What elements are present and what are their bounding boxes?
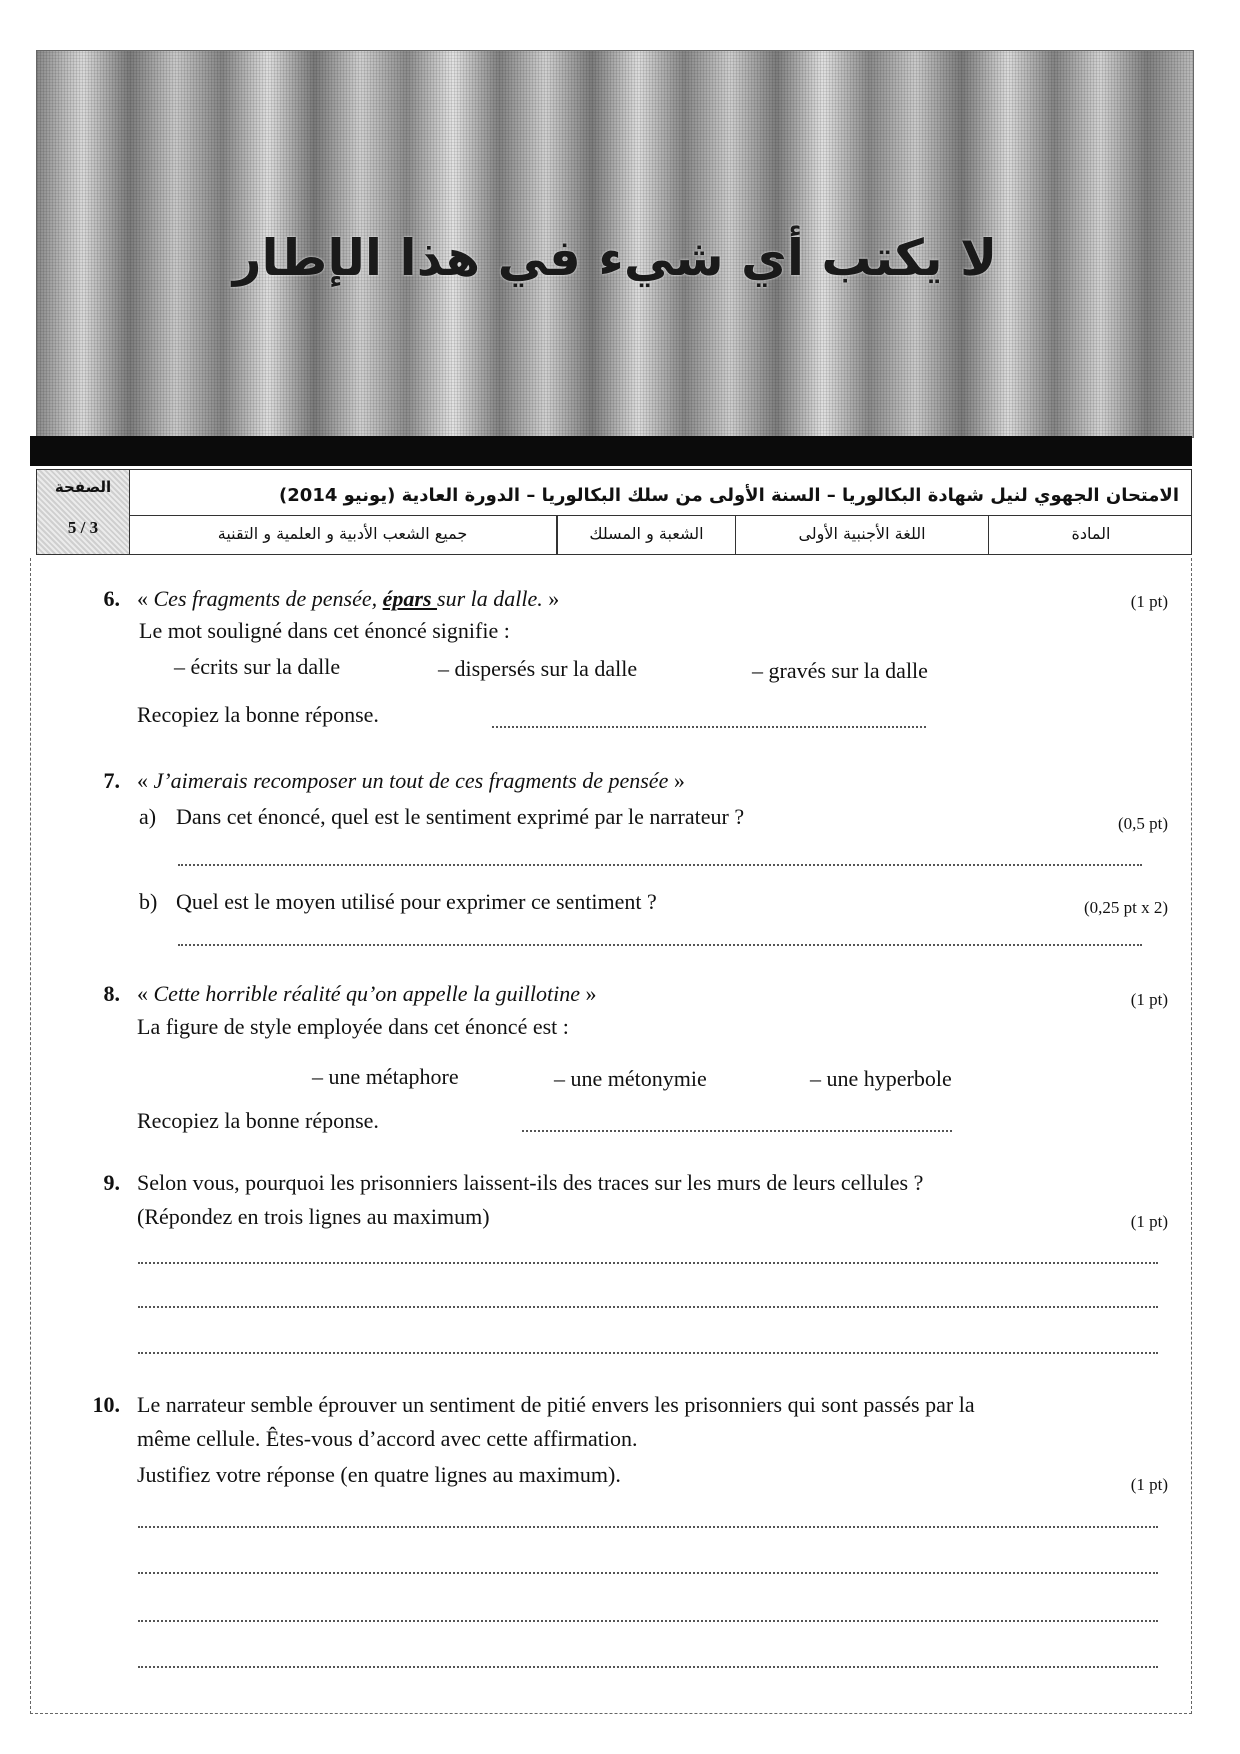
q6-option-1: – écrits sur la dalle xyxy=(174,654,341,679)
q6-underlined-word: épars xyxy=(382,586,438,611)
q8-answer-line[interactable] xyxy=(522,1130,952,1132)
page-number: 5 / 3 xyxy=(67,518,99,537)
q9-answer-line-1[interactable] xyxy=(138,1262,1158,1264)
q9-points: (1 pt) xyxy=(1130,1212,1168,1231)
q7-quote: « J’aimerais recomposer un tout de ces fragments de pensée » xyxy=(137,768,685,793)
q10-number: 10. xyxy=(92,1392,120,1417)
q10-answer-line-2[interactable] xyxy=(138,1572,1158,1574)
header-info-row xyxy=(129,515,1191,555)
q8-prompt: La figure de style employée dans cet énoncé est : xyxy=(137,1014,569,1039)
q8-option-2: – une métonymie xyxy=(554,1066,707,1091)
q9-note: (Répondez en trois lignes au maximum) xyxy=(137,1204,490,1229)
q9-number: 9. xyxy=(103,1170,120,1195)
page-label: الصفحة xyxy=(54,478,112,496)
q6-quote: « Ces fragments de pensée, épars sur la dalle. » xyxy=(137,586,560,611)
banner-text: لا يكتب أي شيء في هذا الإطار xyxy=(232,229,998,287)
q10-answer-line-1[interactable] xyxy=(138,1526,1158,1528)
answer-frame xyxy=(30,558,1192,1714)
q10-line-2: même cellule. Êtes-vous d’accord avec cette affirmation. xyxy=(137,1426,638,1451)
exam-title: الامتحان الجهوي لنيل شهادة البكالوريا – السنة الأولى من سلك البكالوريا – الدورة العادية (يونيو 2014) xyxy=(279,485,1179,506)
q7-number: 7. xyxy=(103,768,120,793)
exam-header xyxy=(36,469,1192,555)
q6-option-3: – gravés sur la dalle xyxy=(752,658,928,683)
q6-instruction: Recopiez la bonne réponse. xyxy=(137,702,379,727)
q8-points: (1 pt) xyxy=(1130,990,1168,1009)
q9-answer-line-2[interactable] xyxy=(138,1306,1158,1308)
stream-label: الشعبة و المسلك xyxy=(557,516,735,555)
q7b-points: (0,25 pt x 2) xyxy=(1083,898,1168,917)
q8-number: 8. xyxy=(103,981,120,1006)
q6-answer-line[interactable] xyxy=(492,726,926,728)
q10-line-1: Le narrateur semble éprouver un sentiment de pitié envers les prisonniers qui sont passés par la xyxy=(137,1392,975,1417)
page-box xyxy=(37,470,130,554)
q7a-label: a) xyxy=(139,804,157,829)
q7b-text: Quel est le moyen utilisé pour exprimer ce sentiment ? xyxy=(176,889,657,914)
no-write-banner xyxy=(36,50,1194,438)
q7b-answer-line[interactable] xyxy=(178,944,1142,946)
subject-label: المادة xyxy=(988,516,1193,555)
q10-answer-line-3[interactable] xyxy=(138,1620,1158,1622)
q10-line-3: Justifiez votre réponse (en quatre lignes au maximum). xyxy=(137,1462,621,1487)
q7a-text: Dans cet énoncé, quel est le sentiment exprimé par le narrateur ? xyxy=(176,804,745,829)
q6-prompt: Le mot souligné dans cet énoncé signifie : xyxy=(139,618,510,643)
subject-value: اللغة الأجنبية الأولى xyxy=(735,516,988,555)
q6-option-2: – dispersés sur la dalle xyxy=(438,656,638,681)
q7a-points: (0,5 pt) xyxy=(1117,814,1168,833)
q8-instruction: Recopiez la bonne réponse. xyxy=(137,1108,379,1133)
q8-quote: « Cette horrible réalité qu’on appelle la guillotine » xyxy=(137,981,597,1006)
q7b-label: b) xyxy=(139,889,158,914)
q8-option-1: – une métaphore xyxy=(312,1064,459,1089)
q7a-answer-line[interactable] xyxy=(178,864,1142,866)
q6-number: 6. xyxy=(103,586,120,611)
q8-option-3: – une hyperbole xyxy=(810,1066,952,1091)
q6-points: (1 pt) xyxy=(1130,592,1168,611)
q10-answer-line-4[interactable] xyxy=(138,1666,1158,1668)
black-divider-bar xyxy=(30,436,1192,466)
q9-answer-line-3[interactable] xyxy=(138,1352,1158,1354)
stream-value: جميع الشعب الأدبية و العلمية و التقنية xyxy=(129,516,557,555)
q9-text: Selon vous, pourquoi les prisonniers laissent-ils des traces sur les murs de leurs cellules ? xyxy=(137,1170,924,1195)
q10-points: (1 pt) xyxy=(1130,1475,1168,1494)
